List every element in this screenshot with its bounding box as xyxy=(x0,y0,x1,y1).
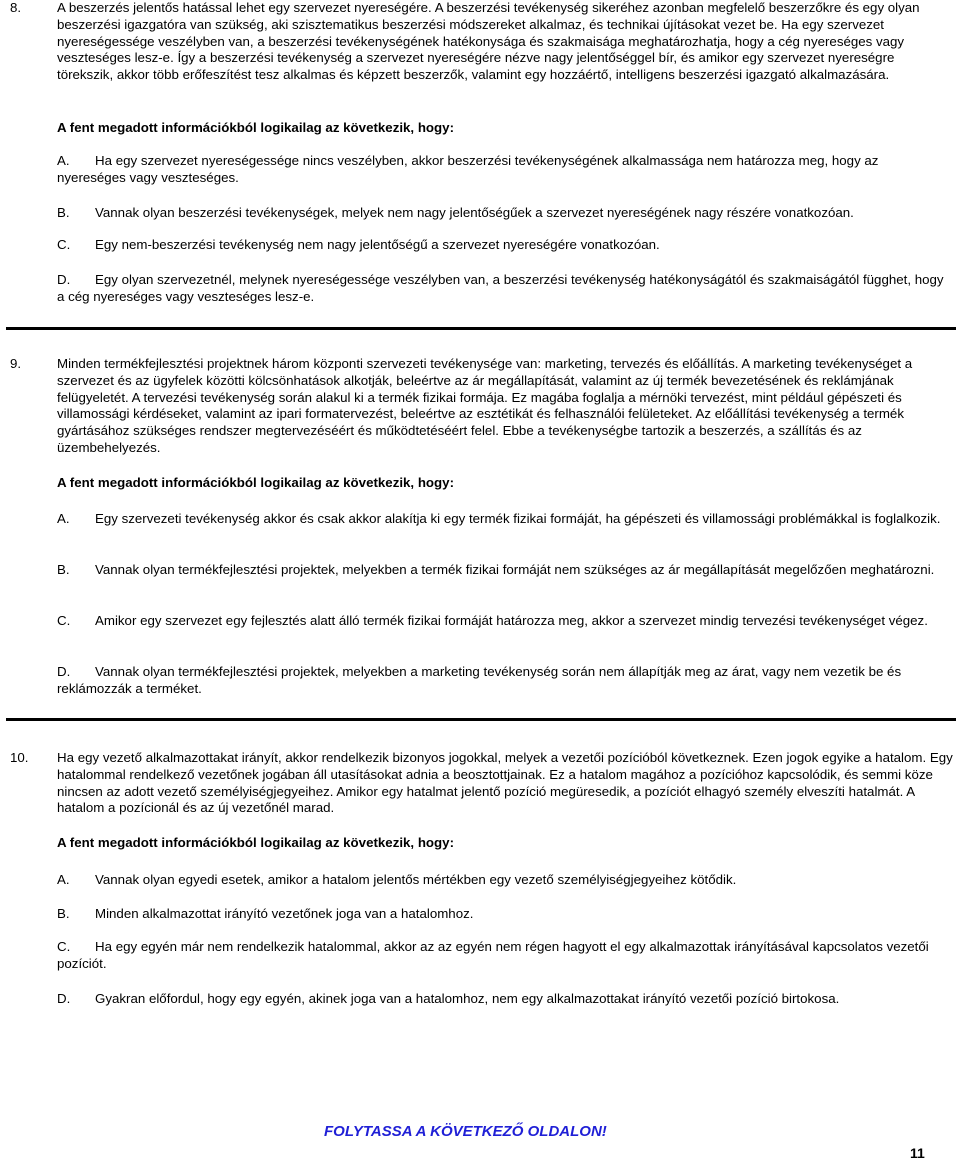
option-text: Amikor egy szervezet egy fejlesztés alatt álló termék fizikai formáját határozza meg, akkor a szervezet mindig tervezési tevékenységet végez. xyxy=(95,613,928,628)
section-divider xyxy=(6,327,956,330)
option-letter: A. xyxy=(57,872,70,887)
option-a xyxy=(57,872,947,889)
question-prompt: A fent megadott információkból logikailag az következik, hogy: xyxy=(57,120,455,135)
question-prompt: A fent megadott információkból logikailag az következik, hogy: xyxy=(57,475,455,490)
option-text: Vannak olyan beszerzési tevékenységek, melyek nem nagy jelentőségűek a szervezet nyereségének nagy részére vonatkozóan. xyxy=(95,205,854,220)
question-stem: Minden termékfejlesztési projektnek három központi szervezeti tevékenysége van: marketing, tervezés és előállítás. A marketing tevékenységet a szervezet és az ügyfelek közötti kölcsönhatások alkotják, beleértve az ár megállapítását, valamint az új termék bevezetésének és reklámjának felügyeletét. A tervezési tevékenység során alakul ki a termék fizikai formája. Ez magába foglalja a mérnöki tervezést, mint például gépészeti és villamossági kérdéseket, valamint az ipari formatervezést, beleértve az esztétikát és felhasználói felületeket. Az előállítási tevékenység a termék gyártásához szükséges rendszer megtervezéséért és működtetéséért felel. Ebbe a tevékenységbe tartozik a beszerzés, a szállítás és az üzembehelyezés. xyxy=(57,356,913,455)
option-d xyxy=(57,991,947,1008)
question-stem: A beszerzés jelentős hatással lehet egy szervezet nyereségére. A beszerzési tevékenység sikeréhez azonban megfelelő beszerzőkre és egy olyan beszerzési igazgatóra van szükség, aki szisztematikus beszerzési módszereket alkalmaz, és technikai újításokat vezet be. Ha egy szervezet nyereségessége veszélyben van, a beszerzési tevékenységének hatékonysága és szakmaisága meghatározhatja, hogy a cég nyereséges vagy veszteséges lesz-e. Így a beszerzési tevékenység a szervezet nyereségére nézve nagy jelentőséggel bír, és amikor egy szervezet nyereségre törekszik, akkor több erőfeszítést tesz alkalmas és képzett beszerzők, valamint egy hozzáértő, intelligens beszerzési igazgató alkalmazására. xyxy=(57,0,920,83)
option-letter: D. xyxy=(57,664,71,679)
option-text: Minden alkalmazottat irányító vezetőnek joga van a hatalomhoz. xyxy=(95,906,474,921)
option-letter: A. xyxy=(57,511,70,526)
option-letter: D. xyxy=(57,272,71,287)
option-d xyxy=(57,272,947,306)
page-number: 11 xyxy=(910,1145,925,1161)
question-number: 8. xyxy=(10,0,22,15)
question-number: 10. xyxy=(10,750,29,765)
option-a xyxy=(57,153,947,187)
option-text: Egy olyan szervezetnél, melynek nyereségessége veszélyben van, a beszerzési tevékenység hatékonyságától és szakmaiságától függhet, hogy a cég nyereséges vagy veszteséges lesz-e. xyxy=(57,272,944,304)
option-text: Ha egy egyén már nem rendelkezik hatalommal, akkor az az egyén nem régen hagyott el egy alkalmazottak irányításával kapcsolatos vezetői pozíciót. xyxy=(57,939,929,971)
option-letter: B. xyxy=(57,906,70,921)
option-letter: C. xyxy=(57,237,71,252)
option-text: Egy szervezeti tevékenység akkor és csak akkor alakítja ki egy termék fizikai formáját, ha gépészeti és villamossági problémákkal is foglalkozik. xyxy=(95,511,941,526)
option-text: Vannak olyan egyedi esetek, amikor a hatalom jelentős mértékben egy vezető személyiségjegyeihez kötődik. xyxy=(95,872,737,887)
option-a xyxy=(57,511,947,528)
option-b xyxy=(57,205,947,222)
option-text: Gyakran előfordul, hogy egy egyén, akinek joga van a hatalomhoz, nem egy alkalmazottakat irányító vezetői pozíció birtokosa. xyxy=(95,991,840,1006)
option-d xyxy=(57,664,947,698)
question-prompt: A fent megadott információkból logikailag az következik, hogy: xyxy=(57,835,455,850)
option-letter: D. xyxy=(57,991,71,1006)
option-letter: B. xyxy=(57,562,70,577)
option-c xyxy=(57,939,947,973)
option-text: Vannak olyan termékfejlesztési projektek, melyekben a termék fizikai formáját nem szükséges az ár megállapítását megelőzően meghatározni. xyxy=(95,562,935,577)
option-text: Egy nem-beszerzési tevékenység nem nagy jelentőségű a szervezet nyereségére vonatkozóan. xyxy=(95,237,660,252)
option-b xyxy=(57,906,947,923)
option-b xyxy=(57,562,947,579)
question-number: 9. xyxy=(10,356,22,371)
option-letter: C. xyxy=(57,613,71,628)
option-text: Ha egy szervezet nyereségessége nincs veszélyben, akkor beszerzési tevékenységének alkalmassága nem határozza meg, hogy az nyereséges vagy veszteséges. xyxy=(57,153,879,185)
option-letter: A. xyxy=(57,153,70,168)
option-letter: C. xyxy=(57,939,71,954)
option-text: Vannak olyan termékfejlesztési projektek, melyekben a marketing tevékenység során nem állapítják meg az árat, vagy nem vezetik be és reklámozzák a terméket. xyxy=(57,664,902,696)
section-divider xyxy=(6,718,956,721)
option-c xyxy=(57,237,947,254)
option-letter: B. xyxy=(57,205,70,220)
option-c xyxy=(57,613,947,630)
question-stem: Ha egy vezető alkalmazottakat irányít, akkor rendelkezik bizonyos jogokkal, melyek a vezetői pozícióból következnek. Ezen jogok egyike a hatalom. Egy hatalommal rendelkező vezetőnek jogában áll utasításokat adnia a beosztottjainak. Ez a hatalom magához a pozícióhoz kapcsolódik, és semmi köze nincsen az adott vezető személyiségjegyeihez. Amikor egy hatalmat jelentő pozíció megüresedik, a pozíciót elhagyó személy elveszíti hatalmát. A hatalom a pozícionál és az új vezetőnél marad. xyxy=(57,750,953,816)
continue-notice: FOLYTASSA A KÖVETKEZŐ OLDALON! xyxy=(324,1123,607,1140)
